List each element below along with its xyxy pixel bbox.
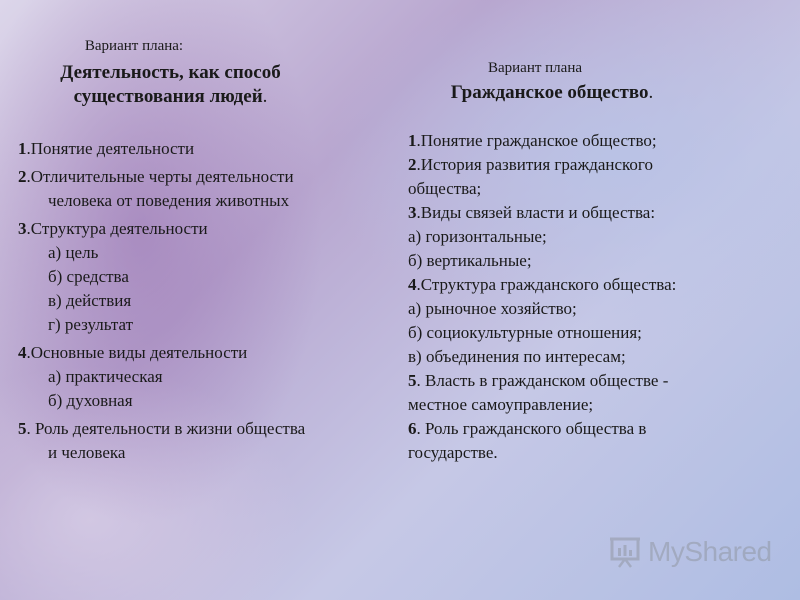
line-text: б) вертикальные; [408, 251, 532, 270]
right-plan-line [408, 417, 778, 441]
right-plan-line [408, 297, 778, 321]
left-plan-item [18, 165, 378, 213]
left-plan-subitem: в) действия [48, 291, 132, 310]
item-text: .Структура деятельности [26, 219, 208, 238]
right-plan-line [408, 393, 778, 417]
right-title [408, 81, 696, 105]
line-text: государстве. [408, 443, 498, 462]
line-text: б) социокультурные отношения; [408, 323, 642, 342]
left-plan-item [18, 217, 378, 337]
item-number: 2 [18, 167, 27, 186]
right-plan-line [408, 201, 778, 225]
myshared-watermark [608, 532, 772, 572]
item-text: .Основные виды деятельности [26, 343, 248, 362]
line-text: .Понятие гражданское общество; [416, 131, 657, 150]
item-number: 6 [408, 419, 417, 438]
right-plan-line [408, 249, 778, 273]
line-text: местное самоуправление; [408, 395, 594, 414]
left-title-line1: Деятельность, как способ [60, 62, 281, 83]
left-plan-item [18, 341, 378, 413]
line-text: а) рыночное хозяйство; [408, 299, 577, 318]
right-plan-list [408, 129, 778, 465]
left-plan-subitem: б) средства [48, 267, 129, 286]
right-title-dot: . [648, 82, 654, 103]
right-title-text: Гражданское общество [450, 82, 649, 103]
item-number: 4 [408, 275, 417, 294]
right-caption: Вариант плана [487, 60, 583, 76]
line-text: в) объединения по интересам; [408, 347, 626, 366]
line-text: . Роль гражданского общества в [416, 419, 647, 438]
item-number: 3 [18, 219, 27, 238]
left-plan-item-heading [18, 341, 378, 365]
item-number: 3 [408, 203, 417, 222]
line-text: общества; [408, 179, 482, 198]
left-caption: Вариант плана: [84, 38, 184, 54]
left-plan-subitem: г) результат [48, 315, 134, 334]
left-plan-item [18, 417, 378, 465]
right-plan-line [408, 273, 778, 297]
right-plan-line [408, 369, 778, 393]
left-plan-subitem: а) цель [48, 243, 99, 262]
presentation-board-icon [608, 535, 642, 569]
left-title [18, 61, 323, 109]
item-number: 2 [408, 155, 417, 174]
right-plan-line [408, 345, 778, 369]
item-number: 1 [408, 131, 417, 150]
line-text: а) горизонтальные; [408, 227, 547, 246]
right-plan-line [408, 441, 778, 465]
left-plan-item-heading [18, 217, 378, 241]
left-plan-subitem: а) практическая [48, 367, 163, 386]
right-plan-line [408, 177, 778, 201]
item-text: .Понятие деятельности [26, 139, 195, 158]
item-number: 4 [18, 343, 27, 362]
left-plan-item-heading [18, 417, 378, 441]
right-plan [408, 60, 778, 465]
left-plan-item-heading [18, 165, 378, 189]
left-plan-subitem: б) духовная [48, 391, 133, 410]
right-plan-line [408, 225, 778, 249]
right-plan-line [408, 129, 778, 153]
left-plan-subitem: человека от поведения животных [48, 191, 290, 210]
right-plan-line [408, 321, 778, 345]
watermark-text: MyShared [648, 536, 772, 567]
left-plan-item-heading [18, 137, 378, 161]
item-number: 5 [18, 419, 27, 438]
left-title-dot: . [262, 86, 268, 107]
left-plan [18, 38, 378, 469]
line-text: .Виды связей власти и общества: [416, 203, 656, 222]
line-text: .Структура гражданского общества: [416, 275, 677, 294]
item-text: .Отличительные черты деятельности [26, 167, 294, 186]
left-plan-list [18, 137, 378, 465]
line-text: . Власть в гражданском обществе - [416, 371, 669, 390]
left-title-line2: существования людей [73, 86, 263, 107]
left-plan-subitem: и человека [48, 443, 126, 462]
left-plan-item [18, 137, 378, 161]
right-plan-line [408, 153, 778, 177]
item-number: 5 [408, 371, 417, 390]
line-text: .История развития гражданского [416, 155, 653, 174]
item-text: . Роль деятельности в жизни общества [26, 419, 306, 438]
item-number: 1 [18, 139, 27, 158]
